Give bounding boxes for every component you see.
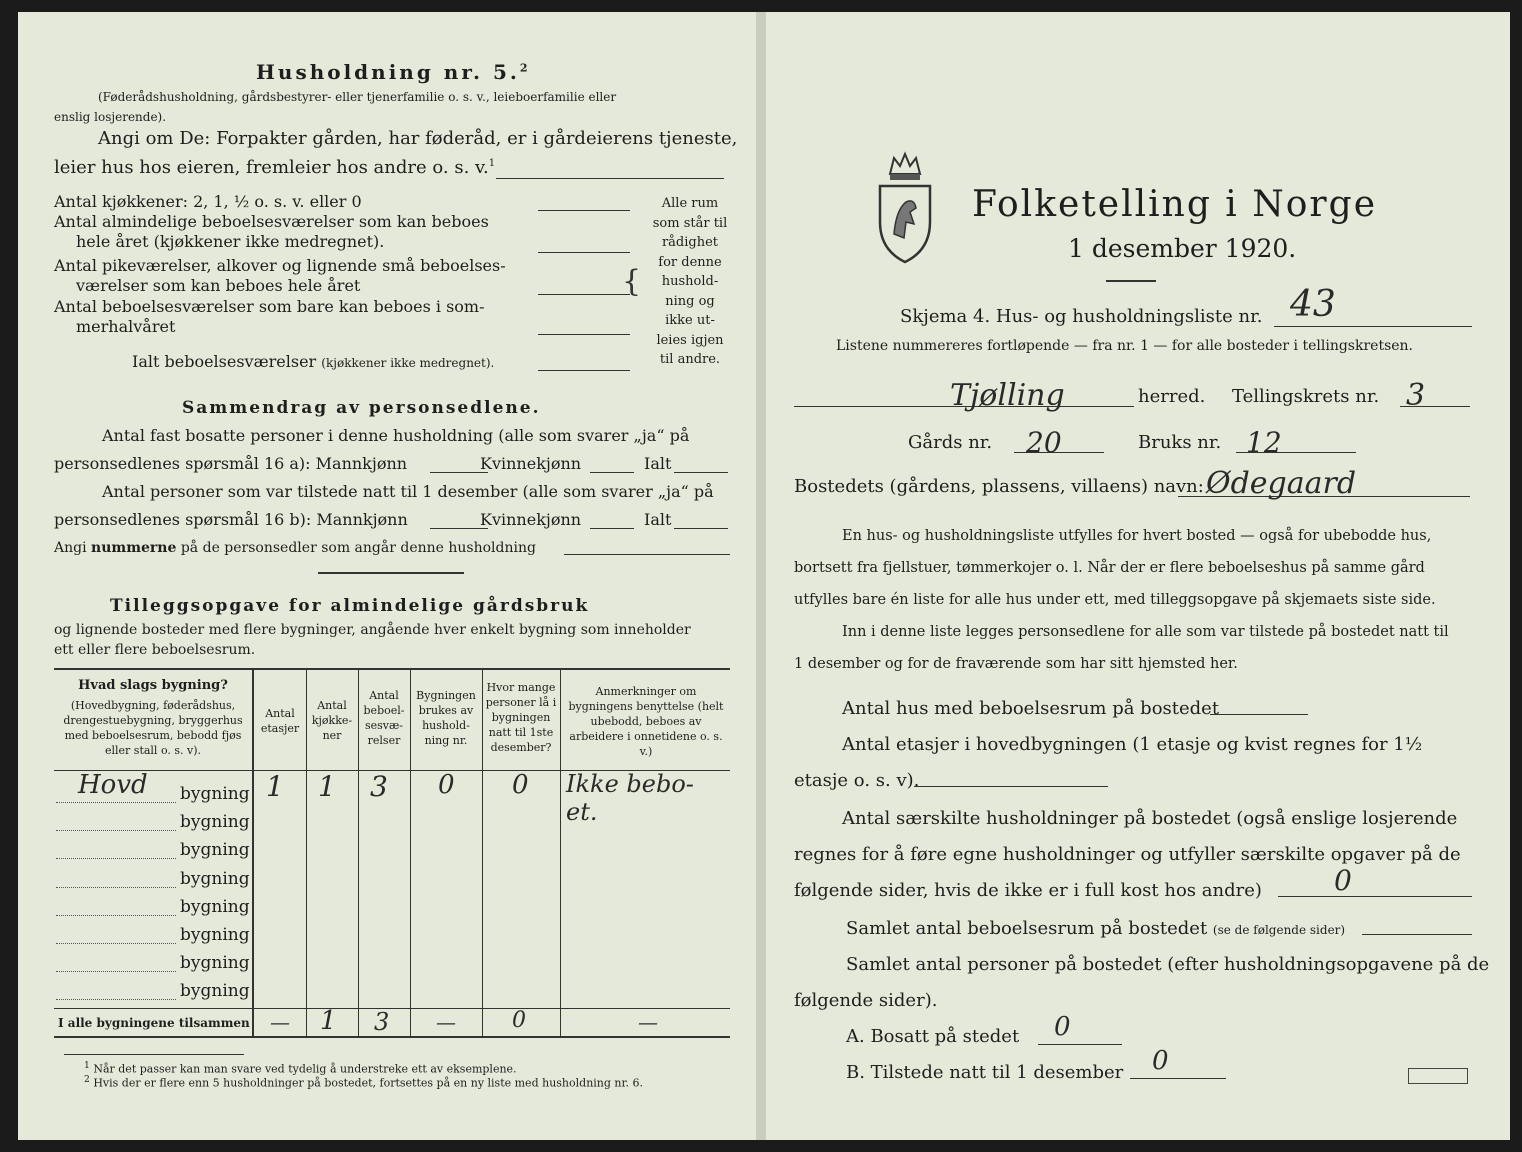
herred-label: herred. — [1138, 386, 1206, 407]
summary-title: Sammendrag av personsedlene. — [182, 398, 541, 418]
intro-note: (Føderådshusholdning, gårdsbestyrer- eller tjenerfamilie o. s. v., leieboerfamilie eller — [98, 90, 617, 104]
resident-value: 0 — [1054, 1012, 1071, 1042]
cell-rooms: 3 — [370, 770, 388, 803]
right-page — [766, 12, 1510, 1140]
schema-line[interactable] — [1274, 326, 1472, 327]
building-name-line[interactable] — [56, 858, 176, 859]
houses-line[interactable] — [1210, 714, 1308, 715]
summary-1b: personsedlenes spørsmål 16 a): Mannkjønn — [54, 454, 408, 473]
households-line[interactable] — [1278, 896, 1472, 897]
persons-question-2: følgende sider). — [794, 990, 938, 1011]
total-rooms: 3 — [374, 1008, 390, 1036]
col-head-kitchens: Antal kjøkke-ner — [311, 699, 353, 742]
floors-line[interactable] — [914, 786, 1108, 787]
kitchens-question: Antal kjøkkener: 2, 1, ½ o. s. v. eller 0 — [54, 192, 362, 211]
total-row-label: I alle bygningene tilsammen — [58, 1016, 250, 1030]
cell-remarks: et. — [566, 798, 598, 827]
total-line-2[interactable] — [674, 528, 728, 529]
col-head-building-title: Hvad slags bygning? — [78, 678, 228, 693]
summer-rooms-q: Antal beboelsesværelser som bare kan beboes i som- — [54, 297, 485, 316]
total-remarks: — — [638, 1010, 658, 1034]
total-persons: 0 — [512, 1008, 526, 1033]
left-page — [18, 12, 756, 1140]
floors-question: Antal etasjer i hovedbygningen (1 etasje og kvist regnes for 1½ — [842, 734, 1423, 755]
persons-question: Samlet antal personer på bostedet (efter husholdningsopgavene på de — [846, 954, 1490, 975]
summer-rooms-q2: merhalvåret — [76, 317, 176, 336]
supplement-desc-2: ett eller flere beboelsesrum. — [54, 642, 256, 658]
building-name-line[interactable] — [56, 971, 176, 972]
total-label-1: Ialt — [644, 454, 672, 473]
schema-label: Skjema 4. Hus- og husholdningsliste nr. — [900, 306, 1263, 327]
col-head-remarks: Anmerkninger om bygningens benyttelse (helt ubebodd, beboes av arbeidere i onnetidene o. s. v.) — [568, 685, 724, 758]
footnote-1: $^1$ Når det passer kan man svare ved tydelig å understreke ett av eksemplene. — [84, 1060, 517, 1076]
col-head-persons: Hvor mange personer lå i bygningen natt til 1ste desember? — [485, 681, 557, 754]
building-suffix: bygning — [180, 925, 250, 945]
supplement-title: Tilleggsopgave for almindelige gårdsbruk — [110, 596, 590, 616]
resident-line[interactable] — [1038, 1044, 1122, 1045]
gard-label: Gårds nr. — [908, 432, 993, 453]
building-suffix: bygning — [180, 953, 250, 974]
households-value: 0 — [1334, 864, 1352, 897]
cell-remarks: Ikke bebo- — [566, 770, 694, 798]
numbers-question: Angi nummerne på de personsedler som angår denne husholdning — [54, 540, 536, 556]
maid-line[interactable] — [538, 294, 630, 295]
floors-question-2: etasje o. s. v). — [794, 770, 920, 791]
summary-1a: Antal fast bosatte personer i denne husholdning (alle som svarer „ja“ på — [102, 426, 690, 445]
instructions-1b: bortsett fra fjellstuer, tømmerkojer o. l. Når der er flere beboelseshus på samme gård — [794, 560, 1425, 576]
households-question-3: følgende sider, hvis de ikke er i full kost hos andre) — [794, 880, 1262, 901]
summer-line[interactable] — [538, 334, 630, 335]
building-name-line[interactable] — [56, 830, 176, 831]
brace-icon: { — [622, 264, 642, 299]
household-title: Husholdning nr. 5.$^2$ — [256, 60, 531, 84]
col-head-rooms: Antal beboel-sesvæ-relser — [363, 689, 405, 747]
building-suffix: bygning — [180, 868, 250, 889]
herred-value: Tjølling — [950, 378, 1065, 413]
main-title: Folketelling i Norge — [972, 184, 1377, 225]
supplement-desc: og lignende bosteder med flere bygninger, angående hver enkelt bygning som inneholder — [54, 622, 691, 638]
coat-of-arms-icon — [876, 150, 934, 266]
households-question-2: regnes for å føre egne husholdninger og utfyller særskilte opgaver på de — [794, 844, 1461, 865]
instructions-2a: Inn i denne liste legges personsedlene for alle som var tilstede på bostedet natt til — [842, 624, 1449, 640]
col-head-used: Bygningen brukes av hushold-ning nr. — [416, 689, 476, 747]
gard-value: 20 — [1026, 426, 1062, 459]
rooms-line[interactable] — [1362, 934, 1472, 935]
building-suffix: bygning — [180, 981, 250, 1002]
total-rooms-line[interactable] — [538, 370, 630, 371]
question-1b: leier hus hos eieren, fremleier hos andre o. s. v.$^1$ — [54, 157, 496, 178]
instructions-2b: 1 desember og for de fraværende som har sitt hjemsted her. — [794, 656, 1238, 672]
ordinary-line[interactable] — [538, 252, 630, 253]
present-label: B. Tilstede natt til 1 desember — [846, 1062, 1124, 1083]
total-rooms-q: Ialt beboelsesværelser (kjøkkener ikke medregnet). — [132, 352, 495, 371]
cell-persons: 0 — [512, 770, 529, 800]
total-line-1[interactable] — [674, 472, 728, 473]
building-name-line[interactable] — [56, 915, 176, 916]
female-line-2[interactable] — [590, 528, 634, 529]
female-line-1[interactable] — [590, 472, 634, 473]
intro-note-2: enslig losjerende). — [54, 110, 167, 124]
ordinary-rooms-q: Antal almindelige beboelsesværelser som kan beboes — [54, 212, 489, 231]
footnote-2: $^2$ Hvis der er flere enn 5 husholdninger på bostedet, fortsettes på en ny liste med husholdning nr. 6. — [84, 1074, 644, 1090]
maid-rooms-q: Antal pikeværelser, alkover og lignende små beboelses- — [54, 256, 506, 275]
cell-floors: 1 — [266, 770, 284, 803]
bruk-label: Bruks nr. — [1138, 432, 1222, 453]
total-used: — — [436, 1010, 456, 1034]
krets-label: Tellingskrets nr. — [1232, 386, 1380, 407]
building-name-line[interactable] — [56, 802, 176, 803]
census-date: 1 desember 1920. — [1068, 234, 1297, 263]
rooms-side-note: Alle rum som står til rådighet for denne hushold- ning og ikke ut- leies igjen til andre. — [652, 196, 728, 367]
instructions-1c: utfylles bare én liste for alle hus under ett, med tilleggsopgave på skjemaets siste side. — [794, 592, 1436, 608]
rooms-question: Samlet antal beboelsesrum på bostedet (se de følgende sider) — [846, 918, 1346, 939]
building-name: Hovd — [78, 770, 148, 800]
maid-rooms-q2: værelser som kan beboes hele året — [76, 276, 361, 295]
footnote-divider — [64, 1054, 244, 1055]
question-1: Angi om De: Forpakter gården, har føderåd, er i gårdeierens tjeneste, — [98, 128, 738, 149]
instructions-1a: En hus- og husholdningsliste utfylles for hvert bosted — også for ubebodde hus, — [842, 528, 1432, 544]
resident-label: A. Bosatt på stedet — [846, 1026, 1020, 1047]
building-suffix: bygning — [180, 812, 250, 833]
divider — [318, 572, 464, 574]
answer-line-1[interactable] — [496, 178, 724, 179]
bruk-value: 12 — [1246, 426, 1282, 459]
bosted-value: Ødegaard — [1206, 466, 1357, 501]
cell-kitchens: 1 — [318, 770, 336, 803]
summary-2a: Antal personer som var tilstede natt til 1 desember (alle som svarer „ja“ på — [102, 482, 714, 501]
numbers-line[interactable] — [564, 554, 730, 555]
female-label-2: Kvinnekjønn — [480, 510, 582, 529]
kitchens-line[interactable] — [538, 210, 630, 211]
building-name-line[interactable] — [56, 887, 176, 888]
page-fold — [756, 12, 766, 1140]
total-kitchens: 1 — [320, 1006, 337, 1036]
col-head-floors: Antal etasjer — [260, 707, 300, 735]
building-name-line[interactable] — [56, 943, 176, 944]
female-label-1: Kvinnekjønn — [480, 454, 582, 473]
present-line[interactable] — [1130, 1078, 1226, 1079]
houses-question: Antal hus med beboelsesrum på bostedet — [842, 698, 1220, 719]
building-suffix: bygning — [180, 784, 250, 804]
schema-number: 43 — [1290, 284, 1336, 325]
bosted-label: Bostedets (gårdens, plassens, villaens) navn: — [794, 476, 1204, 497]
col-head-building-note: (Hovedbygning, føderådshus, drengestuebygning, bryggerhus med beboelsesrum, bebodd fjøs eller stall o. s. v). — [63, 699, 243, 757]
present-value: 0 — [1152, 1046, 1169, 1076]
building-name-line[interactable] — [56, 999, 176, 1000]
households-question: Antal særskilte husholdninger på bostedet (også enslige losjerende — [842, 808, 1458, 829]
building-suffix: bygning — [180, 840, 250, 861]
printer-stamp — [1408, 1068, 1468, 1084]
building-suffix: bygning — [180, 896, 250, 917]
krets-value: 3 — [1406, 378, 1426, 413]
title-divider — [1106, 280, 1156, 282]
summary-2b: personsedlenes spørsmål 16 b): Mannkjønn — [54, 510, 408, 529]
ordinary-rooms-q2: hele året (kjøkkener ikke medregnet). — [76, 232, 385, 251]
total-floors: — — [270, 1010, 290, 1034]
total-label-2: Ialt — [644, 510, 672, 529]
numbering-note: Listene nummereres fortløpende — fra nr. 1 — for alle bosteder i tellingskretsen. — [836, 338, 1414, 354]
cell-used: 0 — [438, 770, 455, 800]
